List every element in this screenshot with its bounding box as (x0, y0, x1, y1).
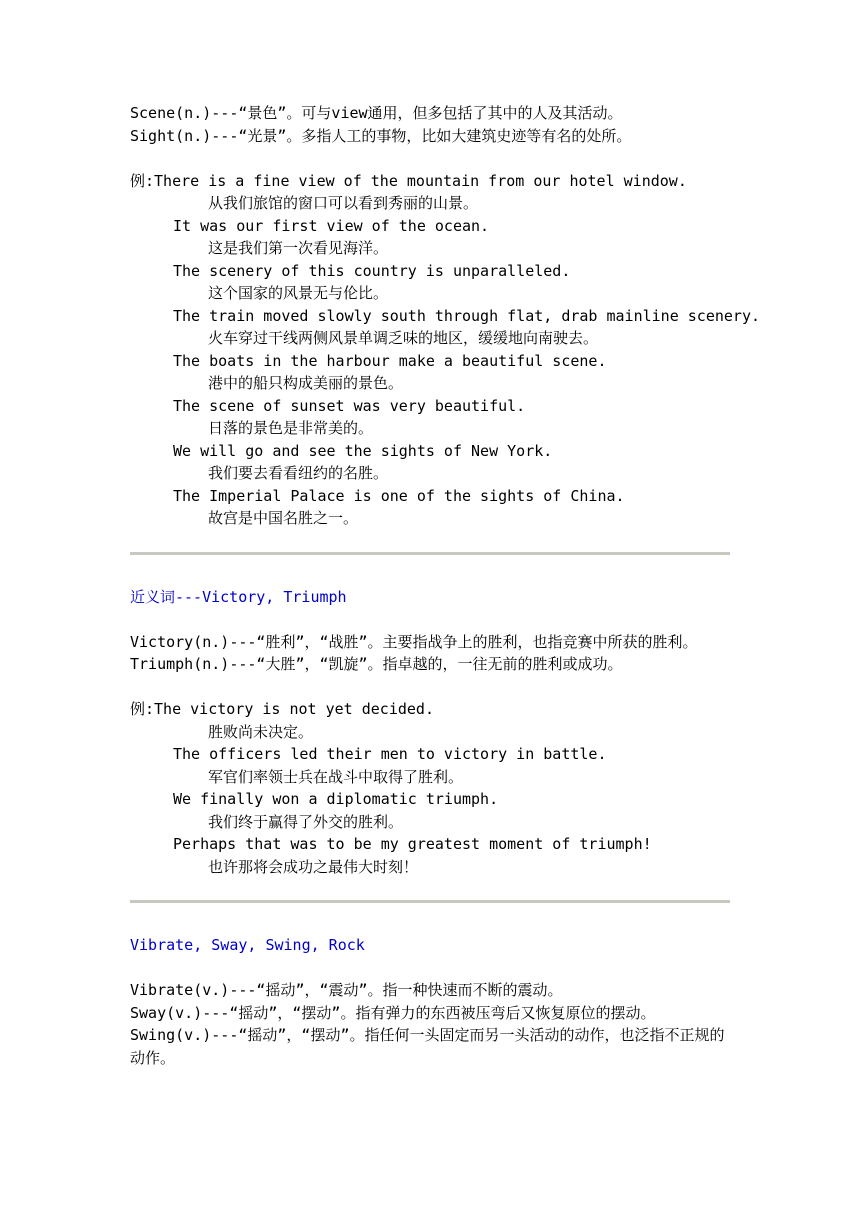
example-zh: 我们要去看看纽约的名胜。 (208, 464, 389, 482)
example-zh: 这个国家的风景无与伦比。 (208, 284, 389, 302)
definition-scene: Scene(n.)---“景色”。可与view通用，但多包括了其中的人及其活动。 (130, 104, 623, 122)
example-en: The victory is not yet decided. (154, 700, 434, 718)
example-zh: 我们终于赢得了外交的胜利。 (208, 812, 404, 831)
example-en: We will go and see the sights of New York. (173, 441, 553, 460)
example-en: The scene of sunset was very beautiful. (173, 396, 526, 415)
document-page (130, 102, 760, 1069)
example-en: We finally won a diplomatic triumph. (173, 790, 499, 808)
example-en: It was our first view of the ocean. (173, 216, 490, 235)
example-zh: 从我们旅馆的窗口可以看到秀丽的山景。 (208, 194, 479, 212)
example-zh: 也许那将会成功之最伟大时刻！ (208, 857, 419, 876)
example-zh: 日落的景色是非常美的。 (208, 419, 374, 437)
example-en: There is a fine view of the mountain from our hotel window. (154, 171, 687, 190)
example-en: The officers led their men to victory in battle. (173, 745, 607, 763)
example-zh: 军官们率领士兵在战斗中取得了胜利。 (208, 767, 464, 786)
definition-sight: Sight(n.)---“光景”。多指人工的事物，比如大建筑史迹等有名的处所。 (130, 126, 632, 145)
example-label: 例: (130, 700, 155, 718)
section-title: 近义词---Victory, Triumph (130, 587, 347, 606)
example-en: The boats in the harbour make a beautiful scene. (173, 351, 607, 370)
example-zh: 火车穿过干线两侧风景单调乏味的地区，缓缓地向南驶去。 (208, 329, 599, 347)
definition-vibrate: Vibrate(v.)---“摇动”，“震动”。指一种快速而不断的震动。 (130, 981, 563, 999)
example-en: The Imperial Palace is one of the sights of China. (173, 486, 625, 505)
example-line (130, 170, 730, 193)
definition-triumph: Triumph(n.)---“大胜”，“凯旋”。指卓越的，一往无前的胜利或成功。 (130, 655, 623, 673)
definition-victory: Victory(n.)---“胜利”，“战胜”。主要指战争上的胜利，也指竞赛中所获的胜利。 (130, 632, 698, 651)
example-zh: 港中的船只构成美丽的景色。 (208, 374, 404, 392)
example-en: Perhaps that was to be my greatest moment of triumph! (173, 835, 652, 853)
example-zh: 故宫是中国名胜之一。 (208, 509, 359, 527)
example-zh: 胜败尚未决定。 (208, 722, 314, 741)
definition-swing: Swing(v.)---“摇动”，“摆动”。指任何一头固定而另一头活动的动作，也泛指不正规的动作。 (130, 1026, 725, 1067)
example-en: The scenery of this country is unparalleled. (173, 261, 571, 280)
definition-sway: Sway(v.)---“摇动”，“摆动”。指有弹力的东西被压弯后又恢复原位的摆动。 (130, 1003, 656, 1022)
example-label: 例: (130, 171, 155, 190)
example-line (130, 698, 730, 721)
section-title: Vibrate, Sway, Swing, Rock (130, 936, 365, 954)
example-zh: 这是我们第一次看见海洋。 (208, 239, 389, 257)
example-en: The train moved slowly south through flat, drab mainline scenery. (173, 306, 760, 325)
